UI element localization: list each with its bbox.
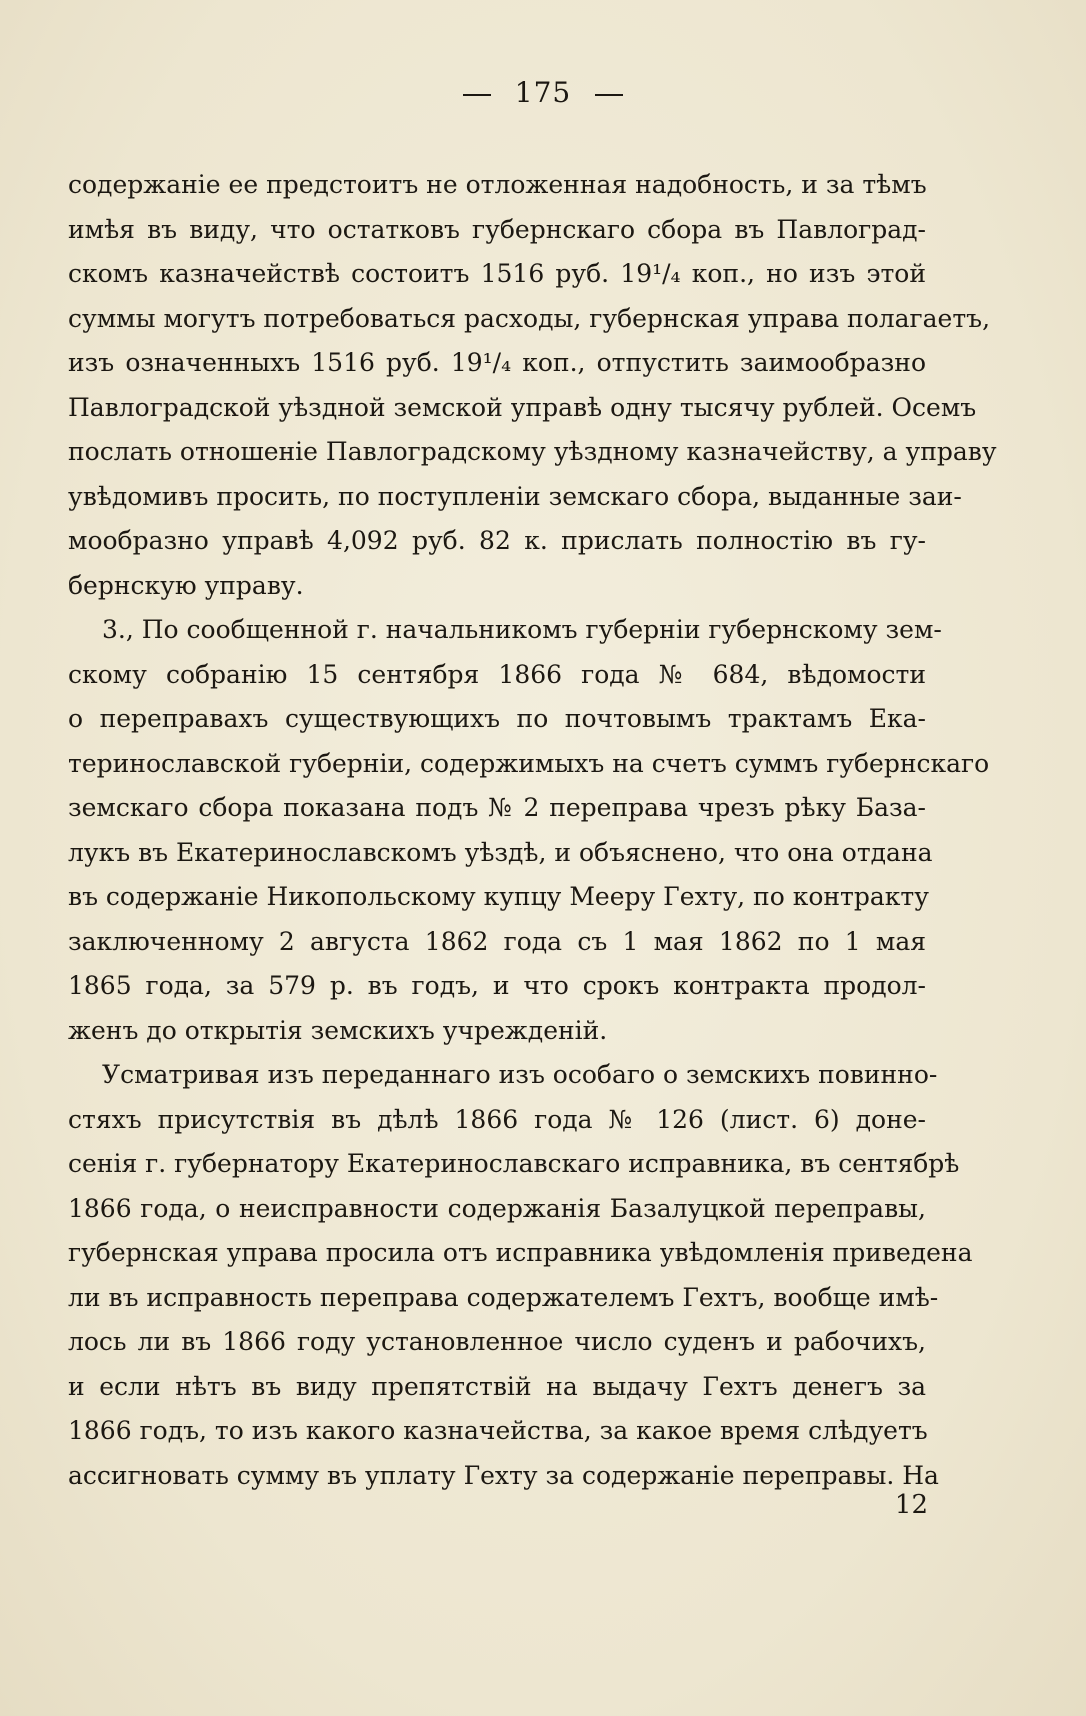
text-line: и если нѣтъ въ виду препятствій на выдачу Гехтъ денегъ за (68, 1371, 926, 1401)
text-line: о переправахъ существующихъ по почтовымъ трактамъ Ека- (68, 704, 926, 733)
text-line: Павлоградской уѣздной земской управѣ одну тысячу рублей. Осемъ (68, 392, 977, 422)
page-header (0, 76, 1086, 109)
text-line: изъ означенныхъ 1516 руб. 19¹/₄ коп., отпустить заимообразно (68, 348, 926, 377)
text-line: земскаго сбора показана подъ № 2 переправа чрезъ рѣку База- (68, 793, 926, 822)
header-dash-left (463, 94, 491, 96)
text-line: скомъ казначействѣ состоитъ 1516 руб. 19¹/₄ коп., но изъ этой (68, 259, 926, 288)
signature-mark: 12 (894, 1490, 928, 1520)
header-dash-right (595, 94, 623, 96)
text-line: ли въ исправность переправа содержателемъ Гехтъ, вообще имѣ- (68, 1282, 939, 1312)
text-line: женъ до открытія земскихъ учрежденій. (68, 1015, 608, 1045)
text-line: скому собранію 15 сентября 1866 года № 684, вѣдомости (68, 659, 926, 689)
text-line: бернскую управу. (68, 570, 304, 600)
text-line: ассигновать сумму въ уплату Гехту за содержаніе переправы. На (68, 1460, 939, 1490)
text-line: губернская управа просила отъ исправника увѣдомленія приведена (68, 1238, 973, 1267)
text-line: увѣдомивъ просить, по поступленіи земскаго сбора, выданные заи- (68, 481, 962, 511)
text-line: 1866 года, о неисправности содержанія Базалуцкой переправы, (68, 1193, 926, 1223)
text-line: заключенному 2 августа 1862 года съ 1 мая 1862 по 1 мая (68, 926, 926, 956)
text-line: имѣя въ виду, что остатковъ губернскаго сбора въ Павлоград- (68, 214, 926, 244)
text-line: лось ли въ 1866 году установленное число суденъ и рабочихъ, (68, 1327, 926, 1356)
text-line: сенія г. губернатору Екатеринославскаго исправника, въ сентябрѣ (68, 1149, 960, 1178)
text-line: лукъ въ Екатеринославскомъ уѣздѣ, и объяснено, что она отдана (68, 837, 933, 867)
text-line: 3., По сообщенной г. начальникомъ губерніи губернскому зем- (102, 615, 942, 644)
text-line: послать отношеніе Павлоградскому уѣздному казначейству, а управу (68, 437, 997, 466)
text-line: суммы могутъ потребоваться расходы, губернская управа полагаетъ, (68, 303, 991, 333)
text-line: теринославской губерніи, содержимыхъ на счетъ суммъ губернскаго (68, 748, 990, 778)
text-line: въ содержаніе Никопольскому купцу Мееру Гехту, по контракту (68, 882, 929, 911)
text-line: мообразно управѣ 4,092 руб. 82 к. прислать полностію въ гу- (68, 526, 926, 555)
text-line: содержаніе ее предстоитъ не отложенная надобность, и за тѣмъ (68, 170, 927, 199)
text-line: стяхъ присутствія въ дѣлѣ 1866 года № 126 (лист. 6) доне- (68, 1104, 926, 1134)
text-line: 1865 года, за 579 р. въ годъ, и что срокъ контракта продол- (68, 971, 926, 1000)
body-text (68, 163, 997, 1498)
text-line: 1866 годъ, то изъ какого казначейства, за какое время слѣдуетъ (68, 1416, 928, 1445)
page-number: 175 (514, 76, 572, 109)
text-line: Усматривая изъ переданнаго изъ особаго о земскихъ повинно- (102, 1060, 938, 1089)
